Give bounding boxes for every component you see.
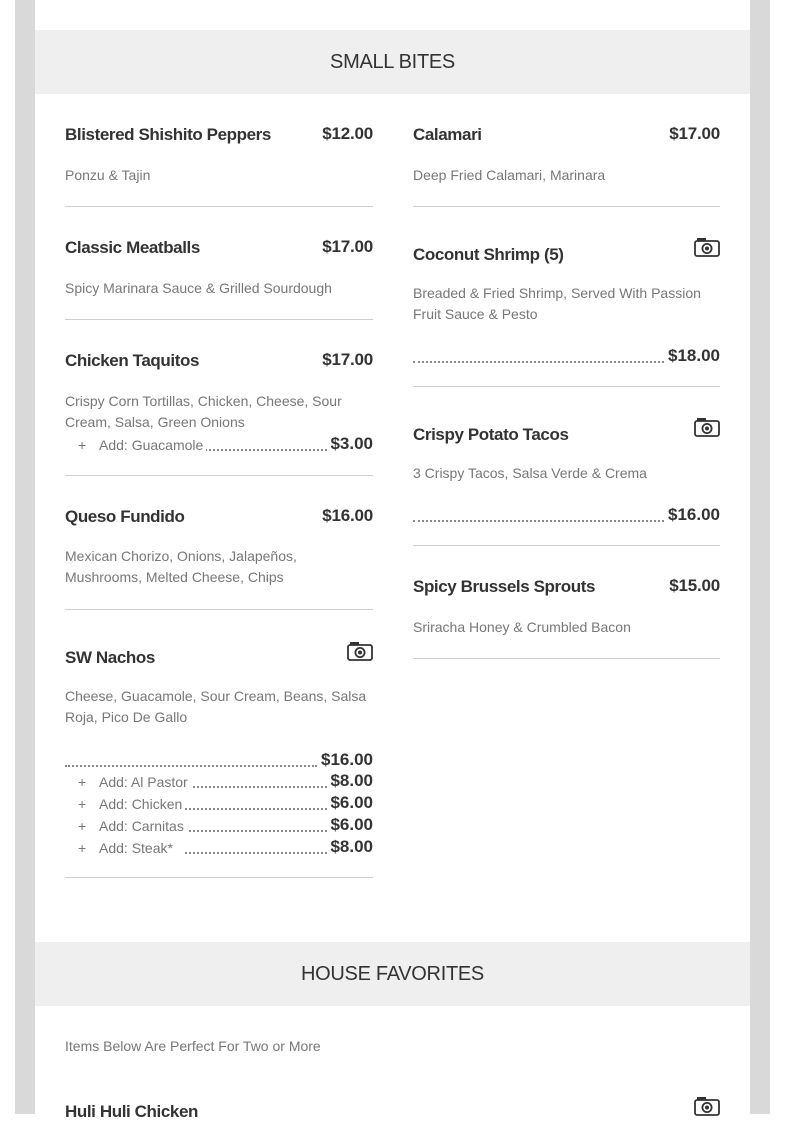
- item-name: Crispy Potato Tacos: [413, 425, 569, 444]
- item-description: Crispy Corn Tortillas, Chicken, Cheese, Sour Cream, Salsa, Green Onions: [65, 393, 342, 430]
- addon-label: Add: Al Pastor: [99, 774, 191, 790]
- menu-item-queso[interactable]: [65, 502, 373, 612]
- addon-steak[interactable]: [65, 835, 373, 857]
- divider: [413, 206, 720, 207]
- menu-item-calamari[interactable]: [413, 120, 720, 210]
- addon-label: Add: Carnitas: [99, 818, 187, 834]
- divider: [413, 545, 720, 546]
- item-name: Spicy Brussels Sprouts: [413, 577, 596, 596]
- camera-icon[interactable]: [347, 641, 373, 661]
- item-name: Huli Huli Chicken: [65, 1102, 198, 1121]
- dot-leader: [185, 830, 327, 832]
- menu-item-huli-huli-chicken[interactable]: [65, 1094, 720, 1124]
- divider: [65, 206, 373, 207]
- item-name: Calamari: [413, 125, 482, 144]
- menu-item-taquitos[interactable]: [65, 346, 373, 478]
- item-name: Chicken Taquitos: [65, 351, 200, 370]
- addon-price: $8.00: [330, 837, 373, 856]
- menu-item-potato-tacos[interactable]: [413, 413, 720, 549]
- price-row: [65, 748, 373, 770]
- price-row: [413, 344, 720, 366]
- item-price: $17.00: [669, 124, 720, 143]
- menu-item-shishito[interactable]: [65, 120, 373, 210]
- section-header-house-favorites: [35, 942, 750, 1006]
- section-title: SMALL BITES: [330, 50, 455, 73]
- dot-leader: [205, 449, 327, 451]
- page-gutter-right: [750, 0, 770, 1114]
- plus-icon: +: [78, 774, 87, 790]
- dot-leader: [65, 765, 317, 767]
- item-description: Spicy Marinara Sauce & Grilled Sourdough: [65, 280, 332, 296]
- item-price: $16.00: [322, 506, 373, 525]
- camera-icon[interactable]: [694, 1096, 720, 1116]
- plus-icon: +: [78, 437, 87, 453]
- divider: [65, 475, 373, 476]
- addon-price: $6.00: [330, 793, 373, 812]
- dot-leader: [413, 361, 664, 363]
- divider: [413, 658, 720, 659]
- item-description: 3 Crispy Tacos, Salsa Verde & Crema: [413, 465, 647, 481]
- addon-guacamole[interactable]: [65, 432, 373, 454]
- plus-icon: +: [78, 840, 87, 856]
- menu-item-nachos[interactable]: [65, 638, 373, 880]
- page-gutter-left: [15, 0, 35, 1114]
- menu-item-coconut-shrimp[interactable]: [413, 233, 720, 389]
- addon-al-pastor[interactable]: [65, 769, 373, 791]
- menu-item-meatballs[interactable]: [65, 233, 373, 323]
- addon-label: Add: Guacamole: [99, 437, 206, 453]
- item-price: $17.00: [322, 237, 373, 256]
- dot-leader: [185, 808, 327, 810]
- item-description: Sriracha Honey & Crumbled Bacon: [413, 619, 631, 635]
- addon-carnitas[interactable]: [65, 813, 373, 835]
- addon-price: $3.00: [330, 434, 373, 453]
- dot-leader: [413, 520, 664, 522]
- section-title: HOUSE FAVORITES: [301, 962, 484, 985]
- item-name: Blistered Shishito Peppers: [65, 125, 271, 144]
- item-description: Mexican Chorizo, Onions, Jalapeños, Mushrooms, Melted Cheese, Chips: [65, 548, 297, 585]
- item-price: $15.00: [669, 576, 720, 595]
- plus-icon: +: [78, 796, 87, 812]
- item-price: $16.00: [321, 750, 373, 769]
- camera-icon[interactable]: [694, 417, 720, 437]
- item-name: Classic Meatballs: [65, 238, 200, 257]
- price-row: [413, 503, 720, 525]
- section-header-small-bites: [35, 30, 750, 94]
- divider: [65, 319, 373, 320]
- menu-item-brussels-sprouts[interactable]: [413, 572, 720, 662]
- item-price: $17.00: [322, 350, 373, 369]
- dot-leader: [185, 852, 327, 854]
- divider: [65, 609, 373, 610]
- divider: [413, 386, 720, 387]
- item-description: Cheese, Guacamole, Sour Cream, Beans, Salsa Roja, Pico De Gallo: [65, 688, 367, 725]
- addon-chicken[interactable]: [65, 791, 373, 813]
- section-note: Items Below Are Perfect For Two or More: [65, 1038, 321, 1054]
- addon-price: $8.00: [330, 771, 373, 790]
- item-name: SW Nachos: [65, 648, 155, 667]
- item-description: Breaded & Fried Shrimp, Served With Passion Fruit Sauce & Pesto: [413, 285, 701, 322]
- addon-label: Add: Chicken: [99, 796, 185, 812]
- divider: [65, 877, 373, 878]
- item-price: $16.00: [668, 505, 720, 524]
- item-price: $18.00: [668, 346, 720, 365]
- item-description: Deep Fried Calamari, Marinara: [413, 167, 606, 183]
- dot-leader: [185, 786, 327, 788]
- camera-icon[interactable]: [694, 237, 720, 257]
- item-price: $12.00: [322, 124, 373, 143]
- addon-price: $6.00: [330, 815, 373, 834]
- item-description: Ponzu & Tajin: [65, 167, 151, 183]
- addon-label: Add: Steak*: [99, 840, 176, 856]
- item-name: Queso Fundido: [65, 507, 185, 526]
- plus-icon: +: [78, 818, 87, 834]
- item-name: Coconut Shrimp (5): [413, 245, 564, 264]
